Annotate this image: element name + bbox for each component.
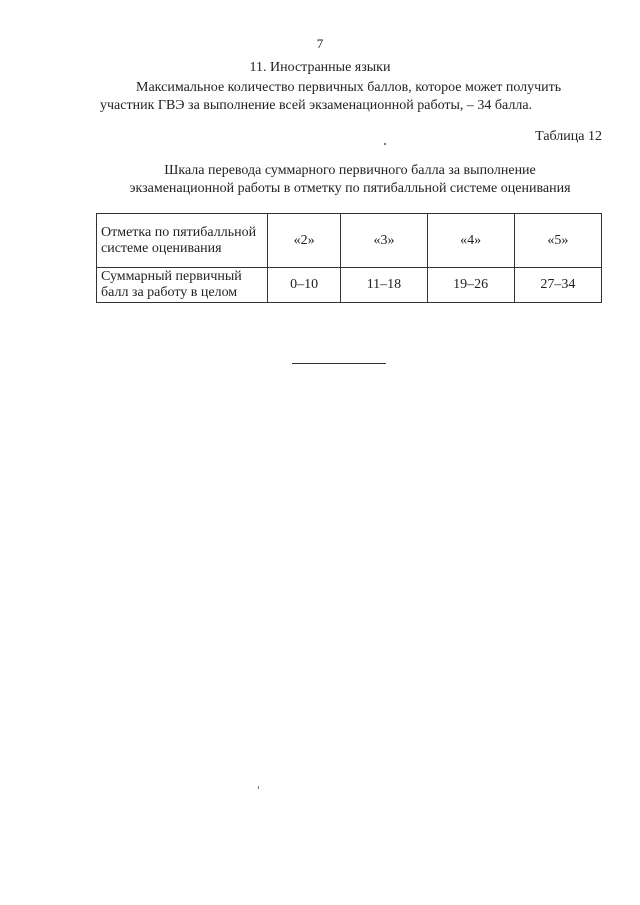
table-row-scores — [97, 268, 602, 303]
table-caption-line-2: экзаменационной работы в отметку по пятибалльной системе оценивания — [129, 181, 571, 196]
section-end-divider — [292, 363, 386, 364]
paragraph-line-1: Максимальное количество первичных баллов, которое может получить — [136, 80, 562, 95]
score-range-cell: 11–18 — [341, 268, 427, 303]
table-caption-line-1: Шкала перевода суммарного первичного балла за выполнение — [164, 163, 536, 178]
mark-cell: «5» — [514, 214, 601, 268]
paragraph-line-2: участник ГВЭ за выполнение всей экзаменационной работы, – 34 балла. — [100, 98, 533, 113]
scan-speck — [258, 786, 259, 789]
table-label: Таблица 12 — [535, 129, 602, 144]
score-range-cell: 27–34 — [514, 268, 601, 303]
section-title: 11. Иностранные языки — [249, 60, 391, 75]
mark-cell: «4» — [427, 214, 514, 268]
score-range-cell: 19–26 — [427, 268, 514, 303]
scan-speck — [384, 143, 386, 145]
row-header-scores: Суммарный первичный балл за работу в целом — [97, 268, 268, 303]
table-row-marks — [97, 214, 602, 268]
row-header-marks: Отметка по пятибалльной системе оценивания — [97, 214, 268, 268]
page-number: 7 — [316, 36, 324, 51]
score-range-cell: 0–10 — [268, 268, 341, 303]
grading-scale-table — [96, 213, 602, 303]
mark-cell: «2» — [268, 214, 341, 268]
mark-cell: «3» — [341, 214, 427, 268]
